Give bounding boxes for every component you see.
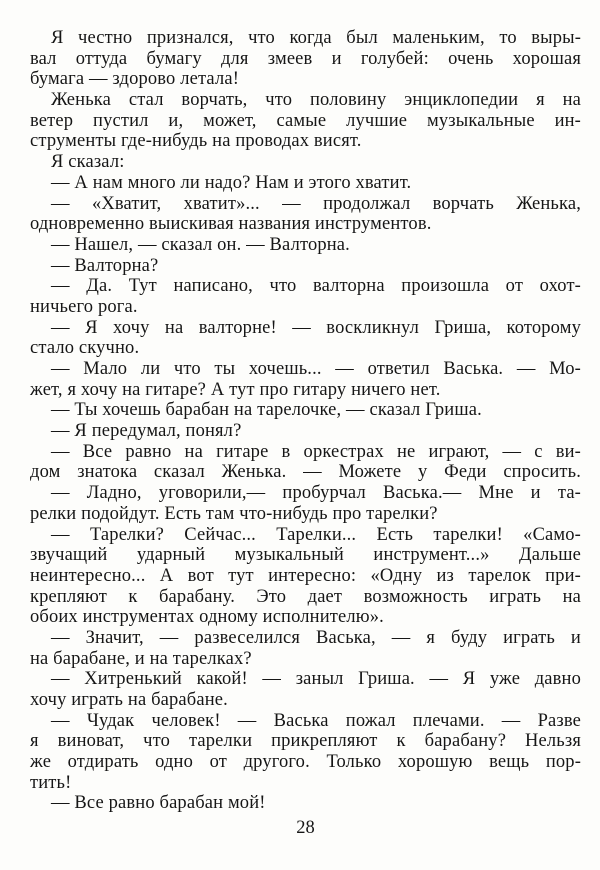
text-line: — А нам много ли надо? Нам и этого хватит. <box>51 172 412 193</box>
text-line: звучащий ударный музыкальный инструмент...» Дальше <box>30 545 581 566</box>
text-line: — Ты хочешь барабан на тарелочке, — сказал Гриша. <box>51 400 482 421</box>
text-line: вал оттуда бумагу для змеев и голубей: очень хорошая <box>30 48 581 69</box>
text-line: же отдирать одно от другого. Только хорошую вещь пор- <box>30 752 581 773</box>
text-line: — Все равно на гитаре в оркестрах не играют, — с ви- <box>51 441 581 462</box>
text-line: жет, я хочу на гитаре? А тут про гитару ничего нет. <box>30 379 441 400</box>
text-line: стало скучно. <box>30 338 140 359</box>
text-line: — Хитренький какой! — заныл Гриша. — Я уже давно <box>51 669 581 690</box>
text-line: — Значит, — развеселился Васька, — я буду играть и <box>51 627 581 648</box>
page-number: 28 <box>296 818 315 838</box>
text-line: ничьего рога. <box>30 296 138 317</box>
text-line: тить! <box>30 772 72 793</box>
text-line: неинтересно... А вот тут интересно: «Одну из тарелок при- <box>30 565 581 586</box>
text-line: крепляют к барабану. Это дает возможность играть на <box>30 586 581 607</box>
text-line: Я сказал: <box>51 152 125 173</box>
text-line: — Нашел, — сказал он. — Валторна. <box>51 234 350 255</box>
text-line: струменты где-нибудь на проводах висят. <box>30 131 362 152</box>
text-line: Я честно признался, что когда был маленьким, то выры- <box>51 28 581 48</box>
text-line: на барабане, и на тарелках? <box>30 648 252 669</box>
text-line: обоих инструментах одному исполнителю». <box>30 607 384 628</box>
text-line: — Да. Тут написано, что валторна произошла от охот- <box>51 276 581 297</box>
text-line: я виноват, что тарелки прикрепляют к барабану? Нельзя <box>30 731 581 752</box>
text-line: — Тарелки? Сейчас... Тарелки... Есть тарелки! «Само- <box>51 524 581 545</box>
text-line: бумага — здорово летала! <box>30 69 240 90</box>
text-line: — Мало ли что ты хочешь... — ответил Васька. — Мо- <box>51 359 581 379</box>
text-line: ветер пустил и, может, самые лучшие музыкальные ин- <box>30 110 581 131</box>
text-line: — Все равно барабан мой! <box>51 793 266 814</box>
text-line: — Я передумал, понял? <box>51 421 242 442</box>
text-line: — Я хочу на валторне! — воскликнул Гриша, которому <box>51 317 581 338</box>
text-line: — Валторна? <box>51 255 159 276</box>
text-line: — Ладно, уговорили,— пробурчал Васька.— Мне и та- <box>51 483 581 504</box>
text-line: — Чудак человек! — Васька пожал плечами. — Разве <box>51 710 581 731</box>
text-line: хочу играть на барабане. <box>30 690 228 710</box>
text-line: дом знатока сказал Женька. — Можете у Феди спросить. <box>30 462 581 483</box>
text-line: Женька стал ворчать, что половину энциклопедии я на <box>51 90 581 111</box>
text-line: — «Хватит, хватит»... — продолжал ворчать Женька, <box>51 193 581 214</box>
text-line: одновременно выискивая названия инструментов. <box>30 214 432 235</box>
body-text <box>30 28 581 814</box>
text-line: релки подойдут. Есть там что-нибудь про тарелки? <box>30 503 438 524</box>
